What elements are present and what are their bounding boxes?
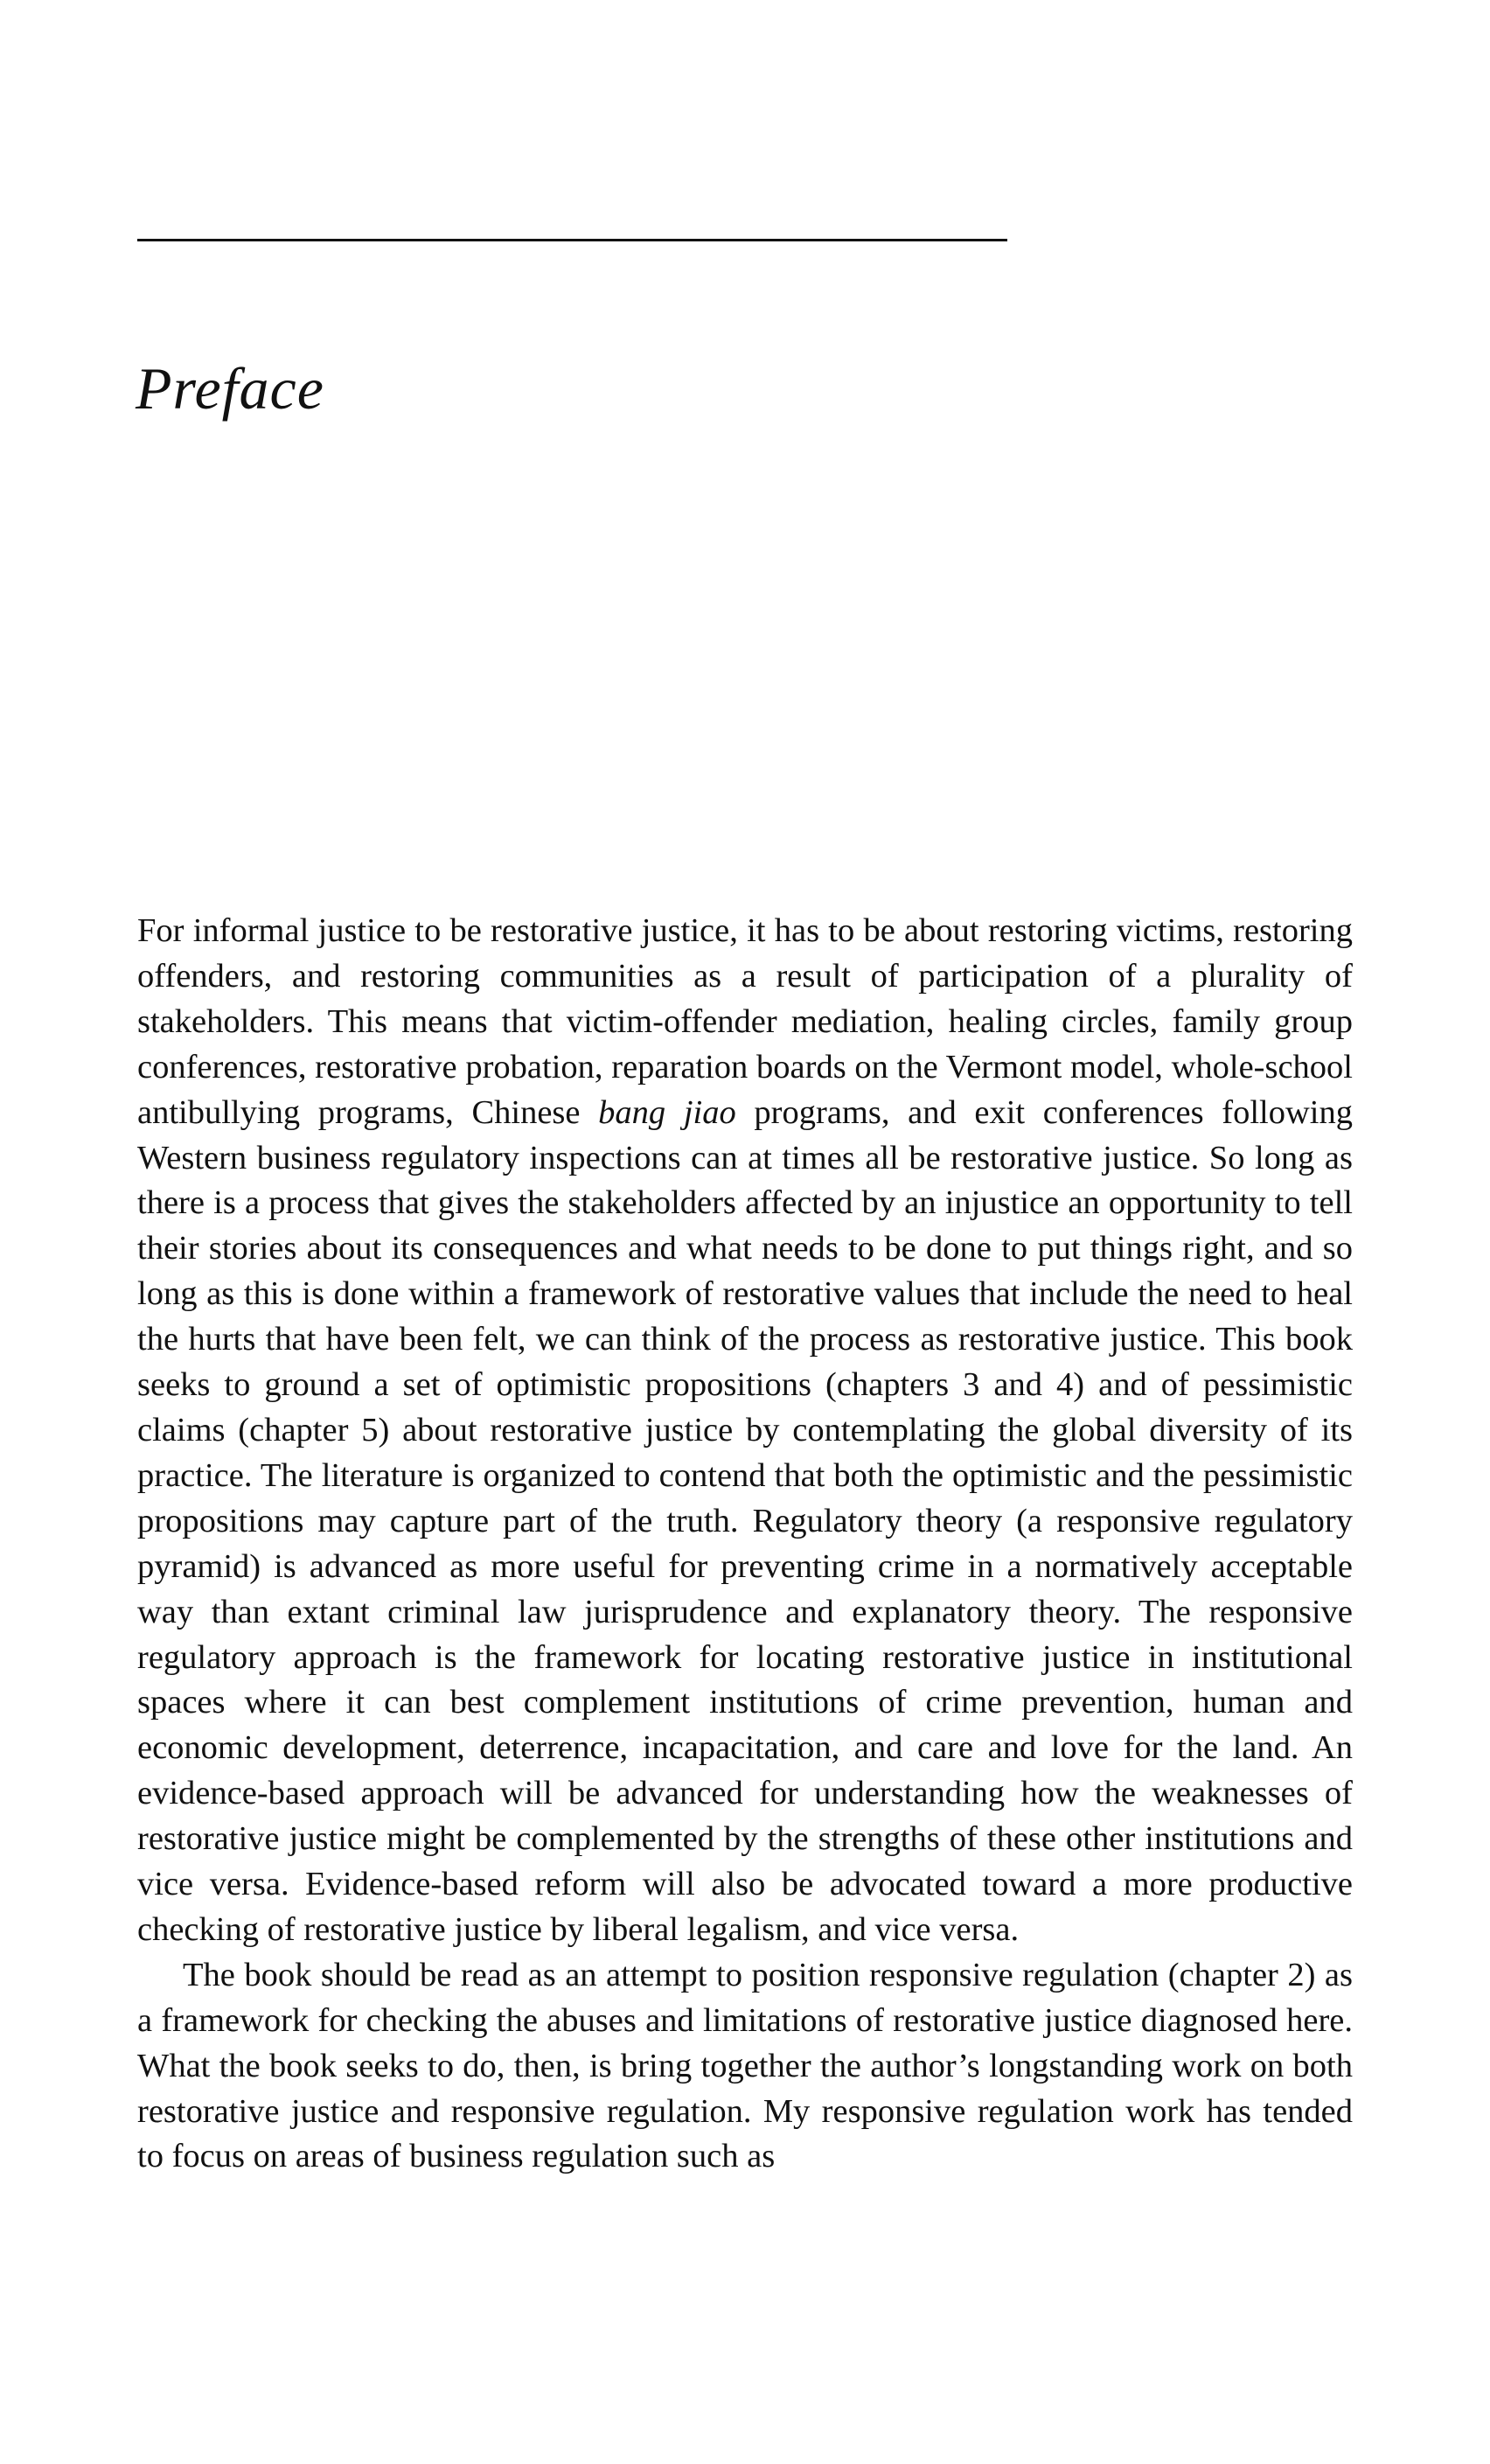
paragraph-1-part-1: For informal justice to be restorative justice, it has to be about restoring victims, restoring offenders, and restoring communities as a result of participation of a plurality of stakeholders. This means that victim-offender mediation, healing circles, family group conferences, restorative probation, reparation boards on the Vermont model, whole-school antibullying programs, Chinese xyxy=(137,912,1353,1131)
top-rule xyxy=(137,239,1007,241)
body-text xyxy=(137,909,1353,2180)
paragraph-1-part-2: programs, and exit conferences following Western business regulatory inspections can at times all be restorative justice. So long as there is a process that gives the stakeholders affected by an injustice an opportunity to tell their stories about its consequences and what needs to be done to put things right, and so long as this is done within a framework of restorative values that include the need to heal the hurts that have been felt, we can think of the process as restorative justice. This book seeks to ground a set of optimistic propositions (chapters 3 and 4) and of pessimistic claims (chapter 5) about restorative justice by contemplating the global diversity of its practice. The literature is organized to contend that both the optimistic and the pessimistic propositions may capture part of the truth. Regulatory theory (a responsive regulatory pyramid) is advanced as more useful for preventing crime in a normatively acceptable way than extant criminal law jurisprudence and explanatory theory. The responsive regulatory approach is the framework for locating restorative justice in institutional spaces where it can best complement institutions of crime prevention, human and economic development, deterrence, incapacitation, and care and love for the land. An evidence-based approach will be advanced for understanding how the weaknesses of restorative justice might be complemented by the strengths of these other institutions and vice versa. Evidence-based reform will also be advocated toward a more productive checking of restorative justice by liberal legalism, and vice versa. xyxy=(137,1093,1354,1948)
paragraph-2: The book should be read as an attempt to position responsive regulation (chapter 2) as a framework for checking the abuses and limitations of restorative justice diagnosed here. What the book seeks to do, then, is bring together the author’s longstanding work on both restorative justice and responsive regulation. My responsive regulation work has tended to focus on areas of business regulation such as xyxy=(137,1956,1353,2175)
page-title: Preface xyxy=(136,355,324,422)
paragraph-1 xyxy=(137,909,1353,1953)
paragraph-1-italic-term: bang jiao xyxy=(598,1093,736,1131)
